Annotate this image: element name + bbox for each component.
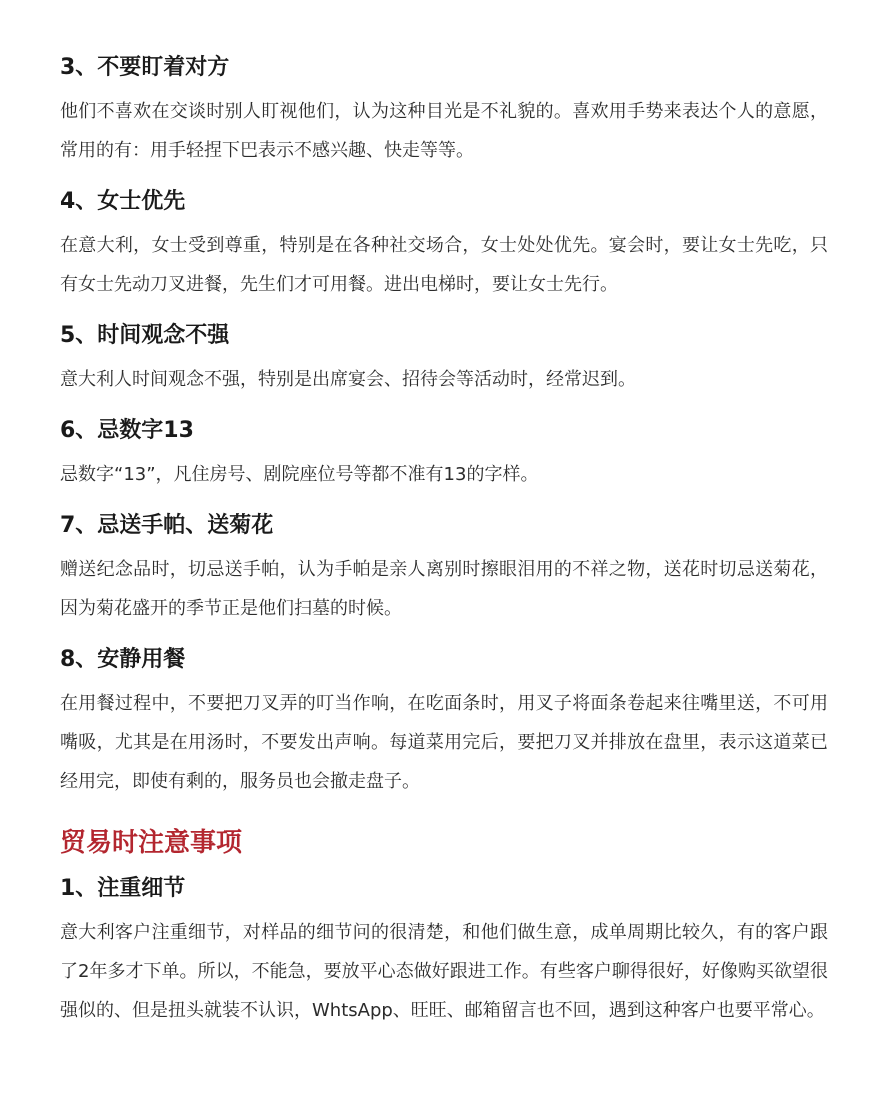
- tip-text: 他们不喜欢在交谈时别人盯视他们，认为这种目光是不礼貌的。喜欢用手势来表达个人的意愿，常用的有：用手轻捏下巴表示不感兴趣、快走等等。: [60, 101, 828, 161]
- tip-block: [60, 510, 828, 628]
- tip-heading: 4、女士优先: [60, 189, 186, 214]
- tip-heading: 5、时间观念不强: [60, 323, 230, 348]
- tip-heading: 7、忌送手帕、送菊花: [60, 513, 274, 538]
- trade-tip-heading: 1、注重细节: [60, 876, 186, 901]
- tip-heading: 8、安静用餐: [60, 647, 186, 672]
- tip-text: 赠送纪念品时，切忌送手帕，认为手帕是亲人离别时擦眼泪用的不祥之物，送花时切忌送菊花，因为菊花盛开的季节正是他们扫墓的时候。: [60, 559, 828, 619]
- tip-text: 忌数字“13”，凡住房号、剧院座位号等都不准有13的字样。: [60, 464, 539, 485]
- tip-heading: 3、不要盯着对方: [60, 55, 230, 80]
- tip-block: [60, 186, 828, 304]
- trade-tip-block: [60, 873, 828, 1030]
- tip-text: 意大利人时间观念不强，特别是出席宴会、招待会等活动时，经常迟到。: [60, 369, 636, 390]
- tip-block: [60, 320, 828, 399]
- tip-heading: 6、忌数字13: [60, 418, 194, 443]
- tip-text: 在用餐过程中，不要把刀叉弄的叮当作响，在吃面条时，用叉子将面条卷起来往嘴里送，不可用嘴吸，尤其是在用汤时，不要发出声响。每道菜用完后，要把刀叉并排放在盘里，表示这道菜已经用完，即使有剩的，服务员也会撤走盘子。: [60, 693, 828, 792]
- trade-tip-text: 意大利客户注重细节，对样品的细节问的很清楚，和他们做生意，成单周期比较久，有的客户跟了2年多才下单。所以，不能急，要放平心态做好跟进工作。有些客户聊得很好，好像购买欲望很强似的、但是扭头就装不认识，WhtsApp、旺旺、邮箱留言也不回，遇到这种客户也要平常心。: [60, 922, 828, 1021]
- tip-block: [60, 52, 828, 170]
- tip-block: [60, 415, 828, 494]
- tip-block: [60, 644, 828, 801]
- section-title: 贸易时注意事项: [60, 828, 243, 858]
- tip-text: 在意大利，女士受到尊重，特别是在各种社交场合，女士处处优先。宴会时，要让女士先吃，只有女士先动刀叉进餐，先生们才可用餐。进出电梯时，要让女士先行。: [60, 235, 828, 295]
